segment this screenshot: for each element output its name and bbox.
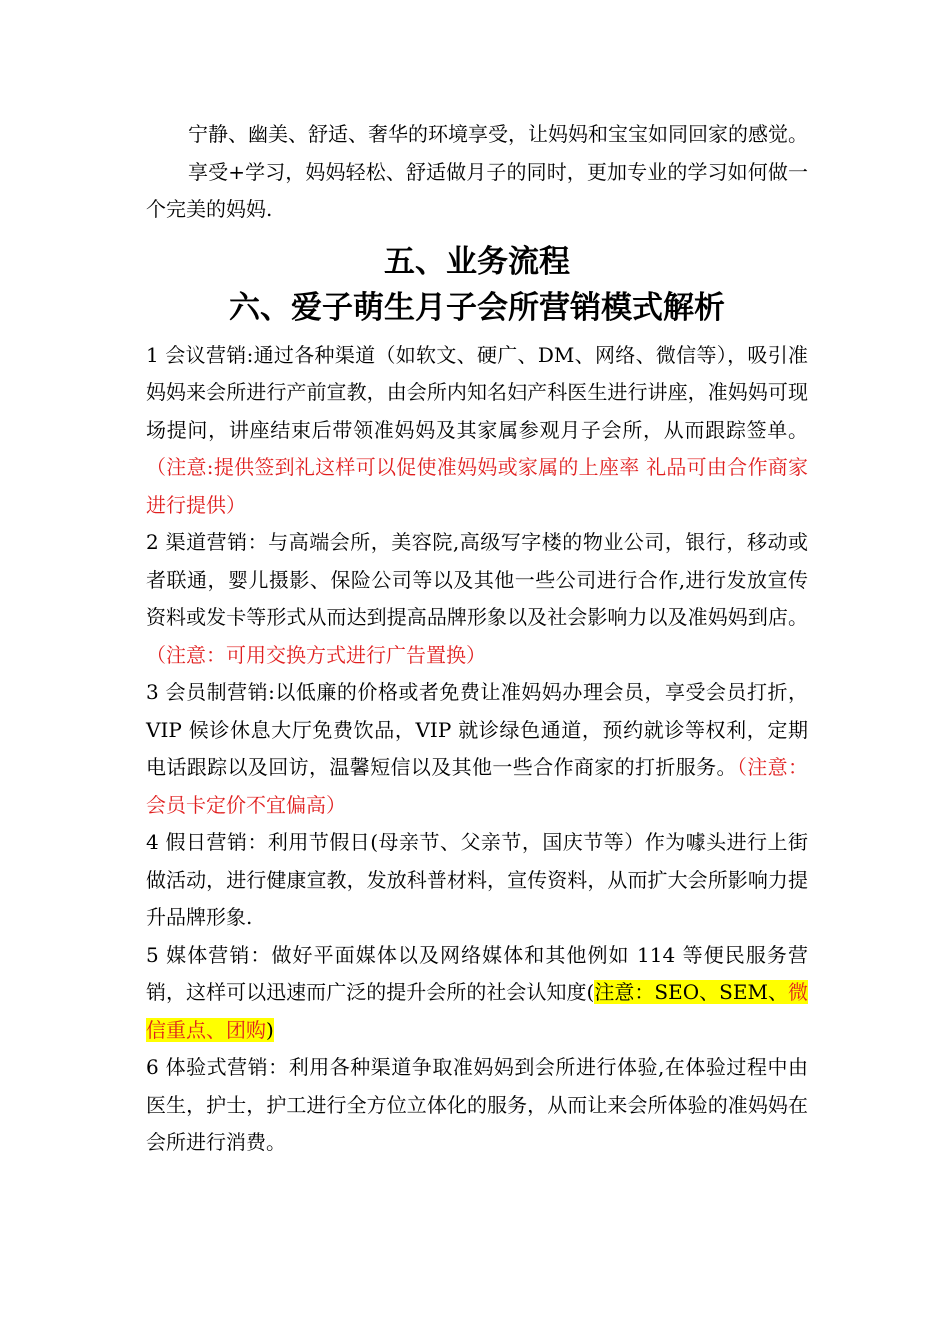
intro-paragraph-2: 享受+学习，妈妈轻松、舒适做月子的同时，更加专业的学习如何做一个完美的妈妈.: [146, 159, 808, 221]
highlighted-red-note: 微信重点、团购: [146, 980, 808, 1042]
item-text: 6 体验式营销：利用各种渠道争取准妈妈到会所进行体验,在体验过程中由医生，护士，护工进行全方位立体化的服务，从而让来会所体验的准妈妈在会所进行消费。: [146, 1055, 808, 1154]
item-text: 3 会员制营销:以低廉的价格或者免费让准妈妈办理会员，享受会员打折，VIP 候诊休息大厅免费饮品，VIP 就诊绿色通道，预约就诊等权利，定期电话跟踪以及回访，温馨短信以及其他一些合作商家的打折服务。: [146, 680, 808, 779]
section-heading-6: 六、爱子萌生月子会所营销模式解析: [229, 289, 725, 326]
marketing-item-2: [146, 524, 808, 674]
marketing-item-6: [146, 1049, 808, 1162]
item-text: 5 媒体营销：做好平面媒体以及网络媒体和其他例如 114 等便民服务营销，这样可以迅速而广泛的提升会所的社会认知度(: [146, 942, 808, 1004]
intro-paragraph-1: 宁静、幽美、舒适、奢华的环境享受，让妈妈和宝宝如同回家的感觉。: [188, 122, 808, 146]
item-text: 4 假日营销：利用节假日(母亲节、父亲节，国庆节等）作为噱头进行上街做活动，进行健康宣教，发放科普材料，宣传资料，从而扩大会所影响力提升品牌形象.: [146, 830, 808, 929]
marketing-item-3: [146, 674, 808, 824]
item-note: （注意：会员卡定价不宜偏高）: [146, 755, 808, 817]
marketing-item-1: [146, 337, 808, 525]
document-page: [146, 116, 808, 1162]
marketing-item-4: [146, 824, 808, 937]
highlighted-note: 注意：SEO、SEM、: [594, 980, 788, 1004]
highlighted-paren: ): [266, 1017, 274, 1042]
item-note: （注意:提供签到礼这样可以促使准妈妈或家属的上座率 礼品可由合作商家进行提供）: [146, 455, 808, 517]
marketing-item-5: [146, 937, 808, 1050]
item-text: 1 会议营销:通过各种渠道（如软文、硬广、DM、网络、微信等），吸引准妈妈来会所进行产前宣教，由会所内知名妇产科医生进行讲座，准妈妈可现场提问，讲座结束后带领准妈妈及其家属参观月子会所，从而跟踪签单。: [146, 342, 808, 442]
item-text: 2 渠道营销：与高端会所，美容院,高级写字楼的物业公司，银行，移动或者联通，婴儿摄影、保险公司等以及其他一些公司进行合作,进行发放宣传资料或发卡等形式从而达到提高品牌形象以及社会影响力以及准妈妈到店。: [146, 530, 808, 629]
item-note: （注意：可用交换方式进行广告置换）: [146, 642, 486, 667]
section-heading-5: 五、业务流程: [384, 243, 570, 280]
